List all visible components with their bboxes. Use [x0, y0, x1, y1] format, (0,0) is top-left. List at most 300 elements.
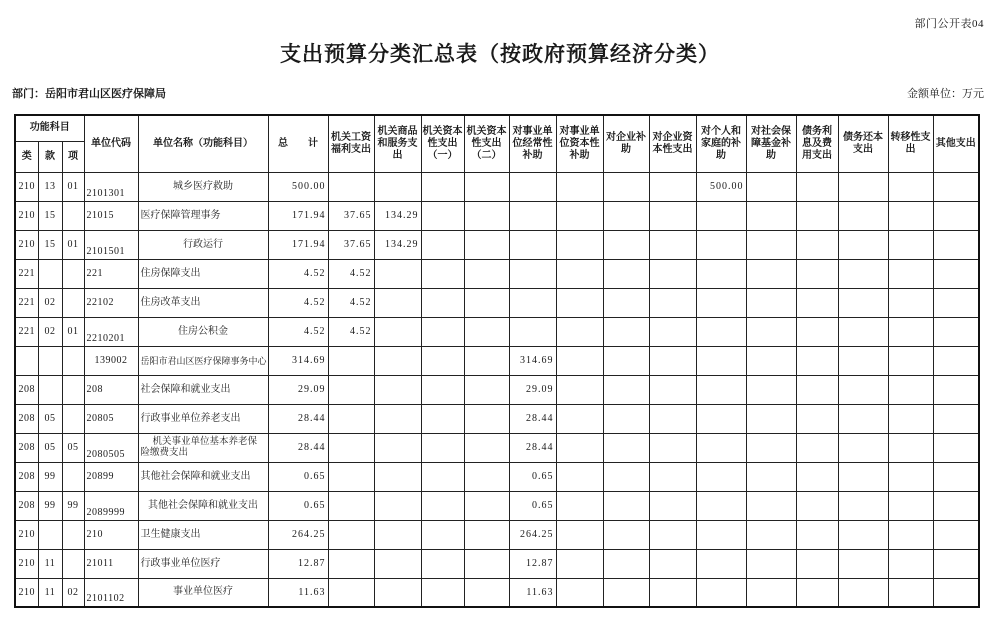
cell-section: 99: [38, 462, 62, 491]
cell-value: [421, 346, 464, 375]
cell-value: 4.52: [328, 259, 374, 288]
cell-value: [888, 259, 933, 288]
cell-value: [796, 462, 838, 491]
cell-value: [796, 201, 838, 230]
cell-value: [933, 491, 979, 520]
header-money-col: 其他支出: [933, 115, 979, 172]
cell-value: [696, 491, 746, 520]
cell-section: 11: [38, 549, 62, 578]
cell-value: [696, 578, 746, 607]
cell-value: [464, 404, 509, 433]
cell-value: 314.69: [509, 346, 556, 375]
cell-value: [464, 375, 509, 404]
cell-value: [556, 201, 603, 230]
cell-class: 210: [15, 172, 38, 201]
cell-value: [746, 578, 796, 607]
cell-value: [838, 578, 888, 607]
table-row: [15, 317, 979, 346]
cell-total: 28.44: [268, 433, 328, 462]
cell-value: [888, 578, 933, 607]
cell-value: [374, 491, 421, 520]
header-function-subject: 功能科目: [15, 115, 84, 141]
cell-value: [421, 317, 464, 346]
cell-value: [838, 520, 888, 549]
cell-value: [649, 404, 696, 433]
cell-value: [556, 578, 603, 607]
budget-table: [14, 114, 980, 608]
cell-value: [556, 346, 603, 375]
cell-value: 12.87: [509, 549, 556, 578]
cell-section: 15: [38, 201, 62, 230]
cell-value: [746, 404, 796, 433]
cell-value: [649, 172, 696, 201]
cell-value: [603, 549, 649, 578]
cell-value: [374, 288, 421, 317]
cell-value: [888, 346, 933, 375]
cell-class: 210: [15, 549, 38, 578]
cell-class: [15, 346, 38, 375]
cell-value: [509, 259, 556, 288]
header-class: 类: [15, 141, 38, 172]
cell-value: [746, 288, 796, 317]
table-row: [15, 433, 979, 462]
cell-value: [746, 462, 796, 491]
cell-total: 4.52: [268, 288, 328, 317]
table-body: [15, 172, 979, 607]
cell-value: [603, 259, 649, 288]
cell-value: [933, 288, 979, 317]
table-row: [15, 201, 979, 230]
cell-value: 37.65: [328, 201, 374, 230]
cell-value: 37.65: [328, 230, 374, 259]
cell-value: 28.44: [509, 433, 556, 462]
header-item: 项: [62, 141, 84, 172]
cell-value: [464, 549, 509, 578]
cell-value: 134.29: [374, 230, 421, 259]
cell-value: 4.52: [328, 288, 374, 317]
cell-unit-name: 住房保障支出: [138, 259, 268, 288]
cell-value: [696, 259, 746, 288]
header-money-col: 机关资本性支出（一）: [421, 115, 464, 172]
cell-value: [421, 433, 464, 462]
cell-value: [838, 288, 888, 317]
meta-row: [12, 85, 984, 101]
cell-value: [696, 288, 746, 317]
cell-value: [603, 172, 649, 201]
cell-value: [509, 172, 556, 201]
cell-value: [696, 520, 746, 549]
cell-value: [888, 375, 933, 404]
cell-value: [696, 375, 746, 404]
cell-value: [374, 317, 421, 346]
cell-value: [374, 578, 421, 607]
cell-value: [933, 549, 979, 578]
cell-value: [509, 230, 556, 259]
cell-value: [888, 288, 933, 317]
cell-value: [464, 317, 509, 346]
cell-value: [328, 491, 374, 520]
cell-value: [509, 288, 556, 317]
cell-section: [38, 259, 62, 288]
cell-value: [464, 578, 509, 607]
cell-item: 05: [62, 433, 84, 462]
cell-value: [374, 172, 421, 201]
cell-class: 210: [15, 578, 38, 607]
cell-value: [421, 172, 464, 201]
cell-value: 4.52: [328, 317, 374, 346]
doc-sheet-label: 部门公开表04: [914, 18, 984, 30]
cell-unit-name: 事业单位医疗: [138, 578, 268, 607]
cell-value: [556, 172, 603, 201]
cell-value: 0.65: [509, 491, 556, 520]
cell-value: [421, 549, 464, 578]
cell-value: [464, 491, 509, 520]
cell-item: [62, 259, 84, 288]
cell-unit-code: 2089999: [84, 491, 138, 520]
cell-value: [509, 317, 556, 346]
cell-value: [746, 317, 796, 346]
cell-value: [696, 317, 746, 346]
cell-value: [649, 549, 696, 578]
cell-section: 13: [38, 172, 62, 201]
cell-value: [796, 549, 838, 578]
cell-value: [464, 288, 509, 317]
cell-value: [328, 346, 374, 375]
cell-value: [649, 201, 696, 230]
cell-value: [421, 259, 464, 288]
cell-value: [696, 404, 746, 433]
header-money-col: 债务还本支出: [838, 115, 888, 172]
cell-unit-code: 210: [84, 520, 138, 549]
cell-value: [933, 375, 979, 404]
cell-unit-code: 21011: [84, 549, 138, 578]
table-row: [15, 230, 979, 259]
cell-value: [421, 201, 464, 230]
cell-unit-code: 2101102: [84, 578, 138, 607]
cell-value: [603, 288, 649, 317]
cell-value: [603, 491, 649, 520]
header-money-col: 对企业资本性支出: [649, 115, 696, 172]
cell-value: [888, 520, 933, 549]
header-unit-name: 单位名称（功能科目）: [138, 115, 268, 172]
cell-total: 500.00: [268, 172, 328, 201]
cell-item: [62, 288, 84, 317]
cell-value: [649, 520, 696, 549]
cell-value: [374, 520, 421, 549]
cell-value: [796, 520, 838, 549]
cell-total: 264.25: [268, 520, 328, 549]
cell-section: [38, 375, 62, 404]
cell-section: 05: [38, 404, 62, 433]
cell-value: [838, 259, 888, 288]
table-row: [15, 404, 979, 433]
cell-value: [696, 230, 746, 259]
cell-value: [838, 201, 888, 230]
cell-value: [603, 346, 649, 375]
cell-unit-name: 卫生健康支出: [138, 520, 268, 549]
cell-value: [328, 462, 374, 491]
cell-value: [933, 259, 979, 288]
cell-class: 208: [15, 433, 38, 462]
cell-unit-name: 行政运行: [138, 230, 268, 259]
cell-total: 0.65: [268, 491, 328, 520]
cell-value: [374, 549, 421, 578]
cell-value: [374, 259, 421, 288]
table-row: [15, 375, 979, 404]
cell-value: [556, 288, 603, 317]
header-money-col: 对个人和家庭的补助: [696, 115, 746, 172]
cell-unit-name: 社会保障和就业支出: [138, 375, 268, 404]
cell-class: 221: [15, 317, 38, 346]
cell-value: [933, 317, 979, 346]
cell-value: [328, 578, 374, 607]
cell-value: [649, 230, 696, 259]
cell-section: 15: [38, 230, 62, 259]
cell-unit-name: 机关事业单位基本养老保险缴费支出: [138, 433, 268, 462]
cell-item: [62, 404, 84, 433]
cell-item: [62, 462, 84, 491]
table-row: [15, 491, 979, 520]
cell-value: [933, 172, 979, 201]
cell-value: [838, 404, 888, 433]
header-total: 总 计: [268, 115, 328, 172]
cell-value: 264.25: [509, 520, 556, 549]
page-title: 支出预算分类汇总表（按政府预算经济分类）: [280, 42, 720, 66]
header-money-col: 对社会保障基金补助: [746, 115, 796, 172]
cell-value: [796, 375, 838, 404]
cell-class: 221: [15, 288, 38, 317]
cell-item: [62, 346, 84, 375]
cell-total: 11.63: [268, 578, 328, 607]
cell-value: [796, 346, 838, 375]
header-money-col: 转移性支出: [888, 115, 933, 172]
cell-value: [556, 433, 603, 462]
cell-value: [838, 317, 888, 346]
cell-value: [933, 404, 979, 433]
cell-value: [464, 172, 509, 201]
cell-value: 0.65: [509, 462, 556, 491]
cell-value: [374, 462, 421, 491]
cell-unit-name: 其他社会保障和就业支出: [138, 491, 268, 520]
cell-unit-code: 208: [84, 375, 138, 404]
cell-class: 208: [15, 462, 38, 491]
cell-unit-code: 22102: [84, 288, 138, 317]
cell-unit-code: 2080505: [84, 433, 138, 462]
cell-value: [556, 317, 603, 346]
cell-value: [421, 578, 464, 607]
table-row: [15, 259, 979, 288]
cell-value: [649, 578, 696, 607]
cell-value: [464, 462, 509, 491]
cell-value: [556, 462, 603, 491]
cell-value: [796, 172, 838, 201]
cell-unit-code: 2101301: [84, 172, 138, 201]
header-money-col: 对事业单位经常性补助: [509, 115, 556, 172]
cell-value: [888, 433, 933, 462]
cell-value: [888, 317, 933, 346]
cell-section: 05: [38, 433, 62, 462]
cell-section: 02: [38, 317, 62, 346]
header-money-col: 机关商品和服务支出: [374, 115, 421, 172]
cell-value: [649, 259, 696, 288]
header-money-col: 机关资本性支出（二）: [464, 115, 509, 172]
cell-value: [421, 375, 464, 404]
header-money-col: 机关工资福利支出: [328, 115, 374, 172]
header-money-col: 对事业单位资本性补助: [556, 115, 603, 172]
cell-value: [933, 462, 979, 491]
cell-value: [603, 462, 649, 491]
cell-value: [649, 433, 696, 462]
cell-value: [374, 375, 421, 404]
cell-value: [328, 520, 374, 549]
cell-value: [328, 433, 374, 462]
table-row: [15, 462, 979, 491]
cell-value: [421, 520, 464, 549]
cell-class: 221: [15, 259, 38, 288]
cell-value: [838, 549, 888, 578]
cell-item: 01: [62, 172, 84, 201]
cell-value: [888, 172, 933, 201]
cell-unit-name: 住房公积金: [138, 317, 268, 346]
cell-unit-code: 21015: [84, 201, 138, 230]
cell-value: [556, 230, 603, 259]
cell-value: [888, 462, 933, 491]
cell-unit-name: 岳阳市君山区医疗保障事务中心: [138, 346, 268, 375]
cell-item: [62, 375, 84, 404]
cell-class: 208: [15, 491, 38, 520]
cell-value: [649, 317, 696, 346]
cell-value: [933, 346, 979, 375]
cell-value: [838, 172, 888, 201]
cell-value: [838, 462, 888, 491]
cell-value: [556, 549, 603, 578]
cell-unit-code: 20805: [84, 404, 138, 433]
cell-value: [603, 433, 649, 462]
cell-unit-name: 行政事业单位医疗: [138, 549, 268, 578]
cell-value: [796, 491, 838, 520]
cell-value: [933, 578, 979, 607]
cell-value: [374, 346, 421, 375]
cell-value: [603, 317, 649, 346]
cell-value: [328, 172, 374, 201]
cell-value: [374, 404, 421, 433]
cell-value: [746, 201, 796, 230]
cell-value: [933, 520, 979, 549]
cell-value: [888, 549, 933, 578]
cell-value: [746, 259, 796, 288]
cell-value: [603, 520, 649, 549]
cell-value: [421, 462, 464, 491]
cell-value: [888, 201, 933, 230]
cell-value: [649, 375, 696, 404]
cell-value: [796, 578, 838, 607]
table-header: [15, 115, 979, 172]
cell-value: [556, 491, 603, 520]
cell-unit-name: 医疗保障管理事务: [138, 201, 268, 230]
cell-value: [556, 520, 603, 549]
cell-value: [649, 462, 696, 491]
cell-value: 29.09: [509, 375, 556, 404]
cell-section: 11: [38, 578, 62, 607]
cell-value: [603, 404, 649, 433]
cell-item: 99: [62, 491, 84, 520]
cell-value: [796, 317, 838, 346]
cell-value: [933, 201, 979, 230]
cell-value: [421, 230, 464, 259]
cell-class: 208: [15, 404, 38, 433]
cell-value: [649, 346, 696, 375]
cell-item: 02: [62, 578, 84, 607]
cell-value: [603, 578, 649, 607]
cell-value: [696, 346, 746, 375]
cell-value: [933, 433, 979, 462]
cell-unit-code: 2101501: [84, 230, 138, 259]
cell-value: [746, 520, 796, 549]
cell-item: [62, 549, 84, 578]
cell-class: 210: [15, 230, 38, 259]
cell-value: [838, 230, 888, 259]
cell-value: [603, 201, 649, 230]
cell-value: [464, 346, 509, 375]
cell-item: 01: [62, 230, 84, 259]
cell-value: [649, 288, 696, 317]
cell-value: [421, 404, 464, 433]
cell-value: 11.63: [509, 578, 556, 607]
cell-value: [746, 549, 796, 578]
cell-value: 28.44: [509, 404, 556, 433]
cell-value: [696, 462, 746, 491]
cell-total: 4.52: [268, 317, 328, 346]
cell-section: 02: [38, 288, 62, 317]
cell-item: [62, 520, 84, 549]
cell-unit-name: 其他社会保障和就业支出: [138, 462, 268, 491]
cell-total: 171.94: [268, 230, 328, 259]
cell-value: [464, 259, 509, 288]
cell-value: [556, 259, 603, 288]
header-row-top: [15, 115, 979, 141]
cell-total: 314.69: [268, 346, 328, 375]
cell-value: [796, 433, 838, 462]
cell-value: [838, 375, 888, 404]
cell-unit-code: 20899: [84, 462, 138, 491]
cell-class: 210: [15, 520, 38, 549]
cell-value: [933, 230, 979, 259]
cell-unit-name: 行政事业单位养老支出: [138, 404, 268, 433]
table-row: [15, 288, 979, 317]
cell-value: [556, 375, 603, 404]
cell-value: [509, 201, 556, 230]
cell-section: [38, 346, 62, 375]
cell-value: [556, 404, 603, 433]
cell-value: 500.00: [696, 172, 746, 201]
cell-total: 0.65: [268, 462, 328, 491]
cell-value: [746, 375, 796, 404]
department-label: 部门：岳阳市君山区医疗保障局: [12, 88, 166, 100]
cell-value: [464, 230, 509, 259]
cell-total: 28.44: [268, 404, 328, 433]
cell-item: 01: [62, 317, 84, 346]
cell-total: 4.52: [268, 259, 328, 288]
cell-value: [746, 491, 796, 520]
cell-value: [796, 259, 838, 288]
cell-value: [328, 404, 374, 433]
cell-total: 29.09: [268, 375, 328, 404]
table-row: [15, 549, 979, 578]
cell-value: [888, 491, 933, 520]
cell-value: [796, 230, 838, 259]
header-unit-code: 单位代码: [84, 115, 138, 172]
header-money-col: 债务利息及费用支出: [796, 115, 838, 172]
